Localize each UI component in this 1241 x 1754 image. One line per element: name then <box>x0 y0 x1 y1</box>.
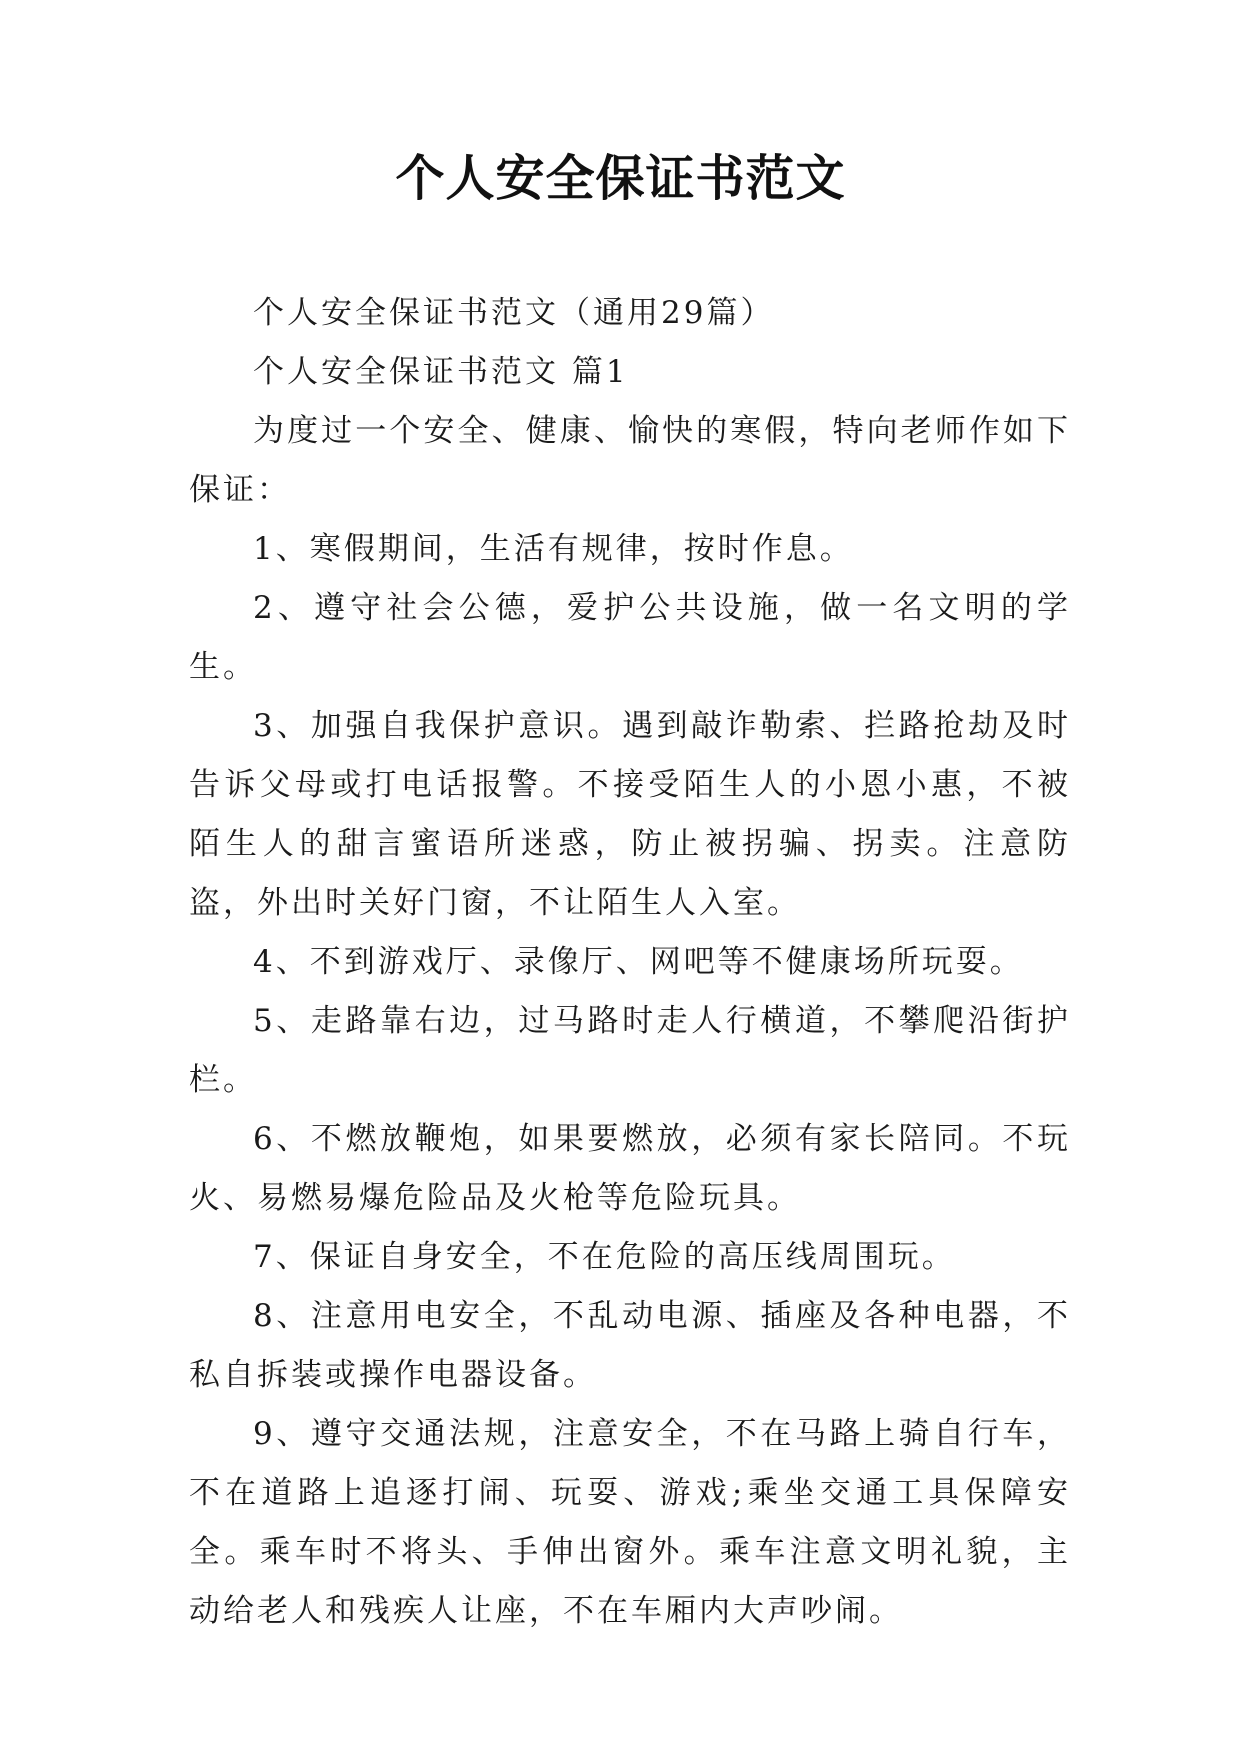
paragraph-item-2: 2、遵守社会公德，爱护公共设施，做一名文明的学生。 <box>189 590 1071 685</box>
paragraph-subtitle: 个人安全保证书范文（通用29篇） <box>253 295 775 331</box>
paragraph-intro: 为度过一个安全、健康、愉快的寒假，特向老师作如下保证： <box>189 413 1071 508</box>
paragraph-item-8: 8、注意用电安全，不乱动电源、插座及各种电器，不私自拆装或操作电器设备。 <box>189 1298 1071 1393</box>
paragraph-item-1: 1、寒假期间，生活有规律，按时作息。 <box>253 531 854 567</box>
paragraph-item-5: 5、走路靠右边，过马路时走人行横道，不攀爬沿街护栏。 <box>189 1003 1071 1098</box>
paragraph-item-4: 4、不到游戏厅、录像厅、网吧等不健康场所玩耍。 <box>253 944 1024 980</box>
document-body <box>189 284 1071 1641</box>
paragraph-item-3: 3、加强自我保护意识。遇到敲诈勒索、拦路抢劫及时告诉父母或打电话报警。不接受陌生人的小恩小惠，不被陌生人的甜言蜜语所迷惑，防止被拐骗、拐卖。注意防盗，外出时关好门窗，不让陌生人入室。 <box>189 708 1071 921</box>
document-title: 个人安全保证书范文 <box>395 149 846 207</box>
paragraph-item-9: 9、遵守交通法规，注意安全，不在马路上骑自行车，不在道路上追逐打闹、玩耍、游戏;乘坐交通工具保障安全。乘车时不将头、手伸出窗外。乘车注意文明礼貌，主动给老人和残疾人让座，不在车厢内大声吵闹。 <box>189 1416 1071 1629</box>
paragraph-item-6: 6、不燃放鞭炮，如果要燃放，必须有家长陪同。不玩火、易燃易爆危险品及火枪等危险玩具。 <box>189 1121 1071 1216</box>
paragraph-section-heading: 个人安全保证书范文 篇1 <box>253 354 629 390</box>
paragraph-item-7: 7、保证自身安全，不在危险的高压线周围玩。 <box>253 1239 956 1275</box>
